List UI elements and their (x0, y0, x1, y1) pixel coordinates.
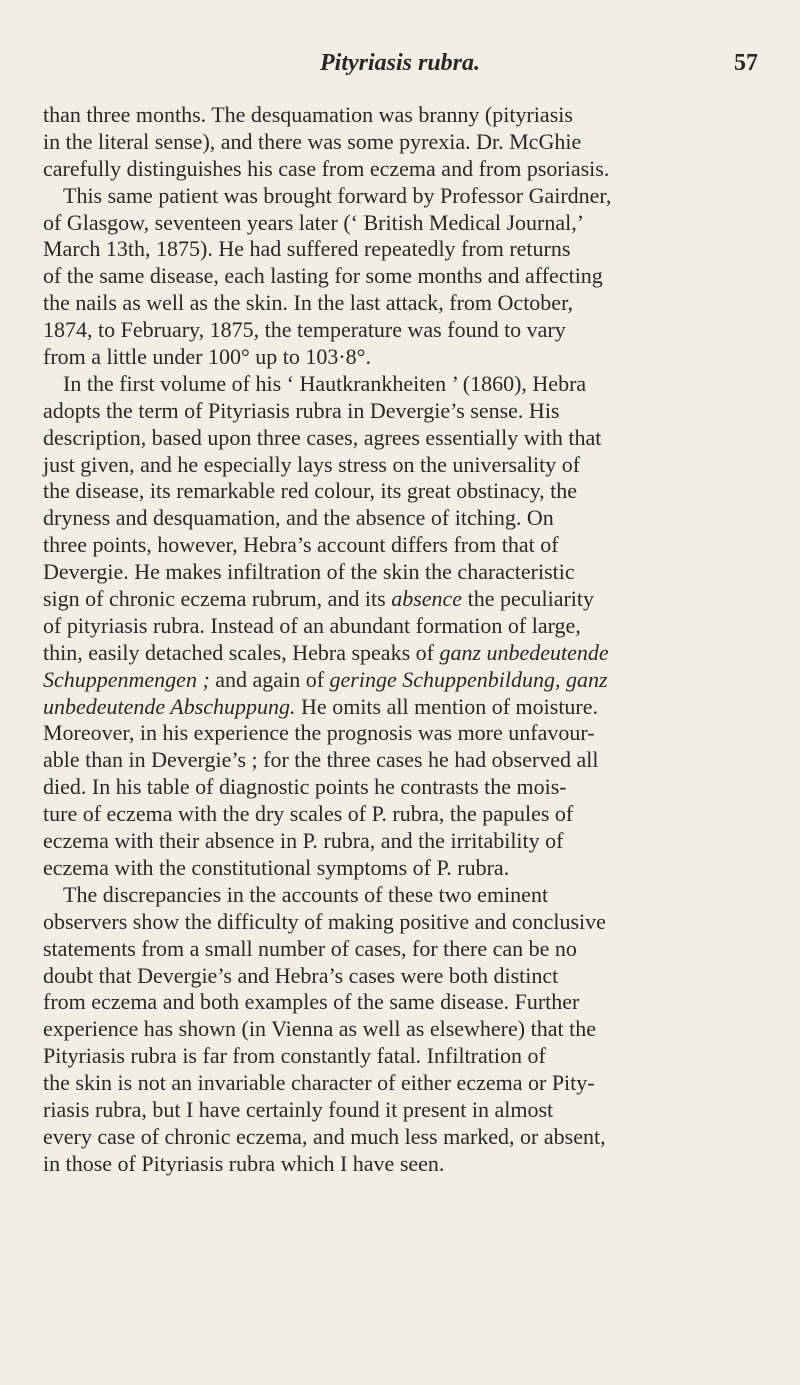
text-line (43, 425, 756, 452)
text-segment: just given, and he especially lays stress on the universality of (43, 451, 581, 477)
text-line (43, 694, 756, 721)
text-segment: in those of Pityriasis rubra which I have seen. (43, 1150, 445, 1176)
text-segment: of pityriasis rubra. Instead of an abundant formation of large, (43, 612, 581, 638)
text-segment: the disease, its remarkable red colour, its great obstinacy, the (43, 478, 578, 504)
text-line (43, 1070, 756, 1097)
text-line (43, 989, 756, 1016)
text-line (43, 1016, 756, 1043)
text-line (43, 774, 756, 801)
running-title: Pityriasis rubra. (319, 50, 481, 76)
text-line (43, 801, 756, 828)
text-line (43, 532, 756, 559)
italic-text: geringe Schuppenbildung, ganz (329, 666, 608, 692)
text-segment: of Glasgow, seventeen years later (‘ British Medical Journal,’ (43, 209, 585, 235)
text-line (43, 236, 756, 263)
text-line (43, 720, 756, 747)
text-segment: eczema with their absence in P. rubra, and the irritability of (43, 828, 564, 854)
body-text (43, 102, 756, 1178)
text-line (43, 963, 756, 990)
text-line (43, 452, 756, 479)
text-segment: sign of chronic eczema rubrum, and its (43, 586, 392, 612)
text-line (43, 909, 756, 936)
text-line (43, 613, 756, 640)
text-line (43, 344, 756, 371)
text-segment: statements from a small number of cases, for there can be no (43, 935, 577, 961)
text-line (43, 210, 756, 237)
text-segment: thin, easily detached scales, Hebra speaks of (43, 639, 440, 665)
text-segment: description, based upon three cases, agrees essentially with that (43, 424, 602, 450)
text-segment: Pityriasis rubra is far from constantly fatal. Infiltration of (43, 1043, 546, 1069)
text-segment: He omits all mention of moisture. (295, 693, 599, 719)
text-line (43, 505, 756, 532)
text-line (43, 129, 756, 156)
text-line (43, 559, 756, 586)
page-number: 57 (734, 50, 758, 76)
text-line (43, 1043, 756, 1070)
text-segment: Devergie. He makes infiltration of the skin the characteristic (43, 559, 575, 585)
text-line (43, 102, 756, 129)
text-segment: adopts the term of Pityriasis rubra in Devergie’s sense. His (43, 397, 560, 423)
text-segment: from a little under 100° up to 103·8°. (43, 344, 371, 370)
text-segment: 1874, to February, 1875, the temperature was found to vary (43, 317, 566, 343)
text-segment: of the same disease, each lasting for some months and affecting (43, 263, 603, 289)
text-segment: eczema with the constitutional symptoms of P. rubra. (43, 854, 510, 880)
text-segment: and again of (209, 666, 330, 692)
text-segment: from eczema and both examples of the same disease. Further (43, 989, 580, 1015)
text-segment: able than in Devergie’s ; for the three cases he had observed all (43, 747, 599, 773)
text-segment: Moreover, in his experience the prognosis was more unfavour- (43, 720, 595, 746)
text-segment: carefully distinguishes his case from eczema and from psoriasis. (43, 155, 610, 181)
text-line (43, 586, 756, 613)
page-header (0, 50, 800, 84)
text-segment: the nails as well as the skin. In the last attack, from October, (43, 290, 574, 316)
text-line (43, 1097, 756, 1124)
text-segment: three points, however, Hebra’s account differs from that of (43, 532, 559, 558)
text-line (43, 1151, 756, 1178)
text-segment: experience has shown (in Vienna as well as elsewhere) that the (43, 1016, 596, 1042)
text-segment: in the literal sense), and there was some pyrexia. Dr. McGhie (43, 128, 582, 154)
text-line (43, 667, 756, 694)
text-line (43, 156, 756, 183)
text-line (43, 290, 756, 317)
italic-text: unbedeutende Abschuppung. (43, 693, 296, 719)
text-line (43, 828, 756, 855)
text-line (43, 371, 756, 398)
text-segment: observers show the difficulty of making positive and conclusive (43, 908, 606, 934)
text-segment: the peculiarity (462, 586, 595, 612)
text-segment: This same patient was brought forward by Professor Gairdner, (63, 182, 612, 208)
text-segment: every case of chronic eczema, and much less marked, or absent, (43, 1123, 606, 1149)
text-segment: ture of eczema with the dry scales of P. rubra, the papules of (43, 801, 574, 827)
italic-text: ganz unbedeutende (439, 639, 609, 665)
text-line (43, 882, 756, 909)
text-line (43, 183, 756, 210)
italic-text: absence (391, 586, 463, 612)
text-segment: than three months. The desquamation was branny (pityriasis (43, 102, 573, 127)
text-segment: In the first volume of his ‘ Hautkrankheiten ’ (1860), Hebra (63, 370, 587, 396)
text-line (43, 1124, 756, 1151)
text-line (43, 263, 756, 290)
text-segment: doubt that Devergie’s and Hebra’s cases were both distinct (43, 962, 559, 988)
text-segment: riasis rubra, but I have certainly found it present in almost (43, 1096, 554, 1122)
text-line (43, 747, 756, 774)
text-segment: March 13th, 1875). He had suffered repeatedly from returns (43, 236, 571, 262)
text-line (43, 317, 756, 344)
text-line (43, 398, 756, 425)
text-segment: dryness and desquamation, and the absence of itching. On (43, 505, 554, 531)
text-line (43, 855, 756, 882)
text-line (43, 640, 756, 667)
text-line (43, 936, 756, 963)
text-line (43, 478, 756, 505)
italic-text: Schuppenmengen ; (43, 666, 210, 692)
text-segment: the skin is not an invariable character of either eczema or Pity- (43, 1070, 595, 1096)
text-segment: The discrepancies in the accounts of these two eminent (63, 881, 549, 907)
text-segment: died. In his table of diagnostic points he contrasts the mois- (43, 774, 567, 800)
